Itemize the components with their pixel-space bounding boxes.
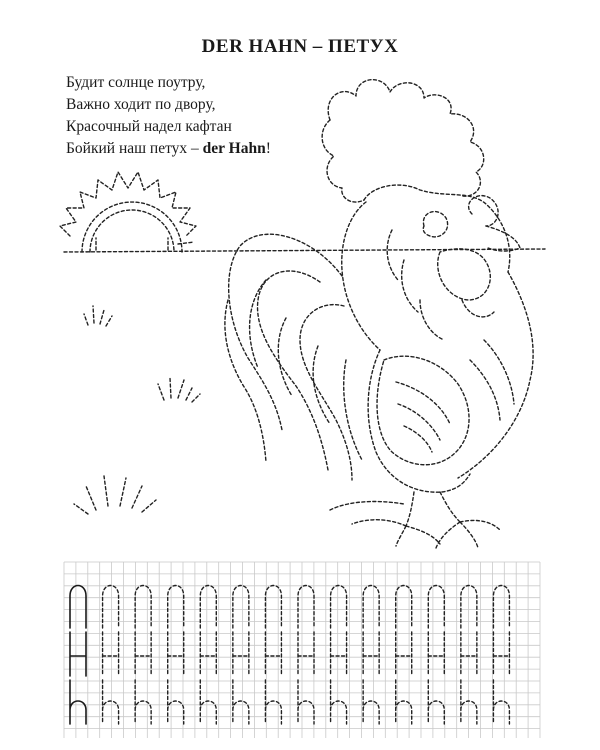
rooster-icon xyxy=(225,80,533,548)
poem-line: Будит солнце поутру, xyxy=(66,74,206,91)
letter-guide xyxy=(135,680,151,724)
letter-guide xyxy=(200,680,216,724)
letter-guide xyxy=(331,680,347,724)
poem-line-text: Бойкий наш петух – xyxy=(66,140,203,157)
poem-keyword: der Hahn xyxy=(202,140,266,157)
letter-guide xyxy=(265,680,281,724)
letter-guide xyxy=(298,680,314,724)
poem-line-end: ! xyxy=(265,140,271,157)
grass-icon xyxy=(74,306,200,514)
letter-guide xyxy=(70,680,86,724)
sun-icon xyxy=(60,172,196,252)
letter-guide xyxy=(493,680,509,724)
letter-guide xyxy=(233,680,249,724)
poem-line: Красочный надел кафтан xyxy=(66,118,232,135)
letter-guide xyxy=(103,680,119,724)
letter-guide xyxy=(168,680,184,724)
page-title: DER HAHN – ПЕТУХ xyxy=(201,36,399,57)
poem-line: Важно ходит по двору, xyxy=(66,96,216,113)
letter-guide xyxy=(428,680,444,724)
letter-guide xyxy=(363,680,379,724)
